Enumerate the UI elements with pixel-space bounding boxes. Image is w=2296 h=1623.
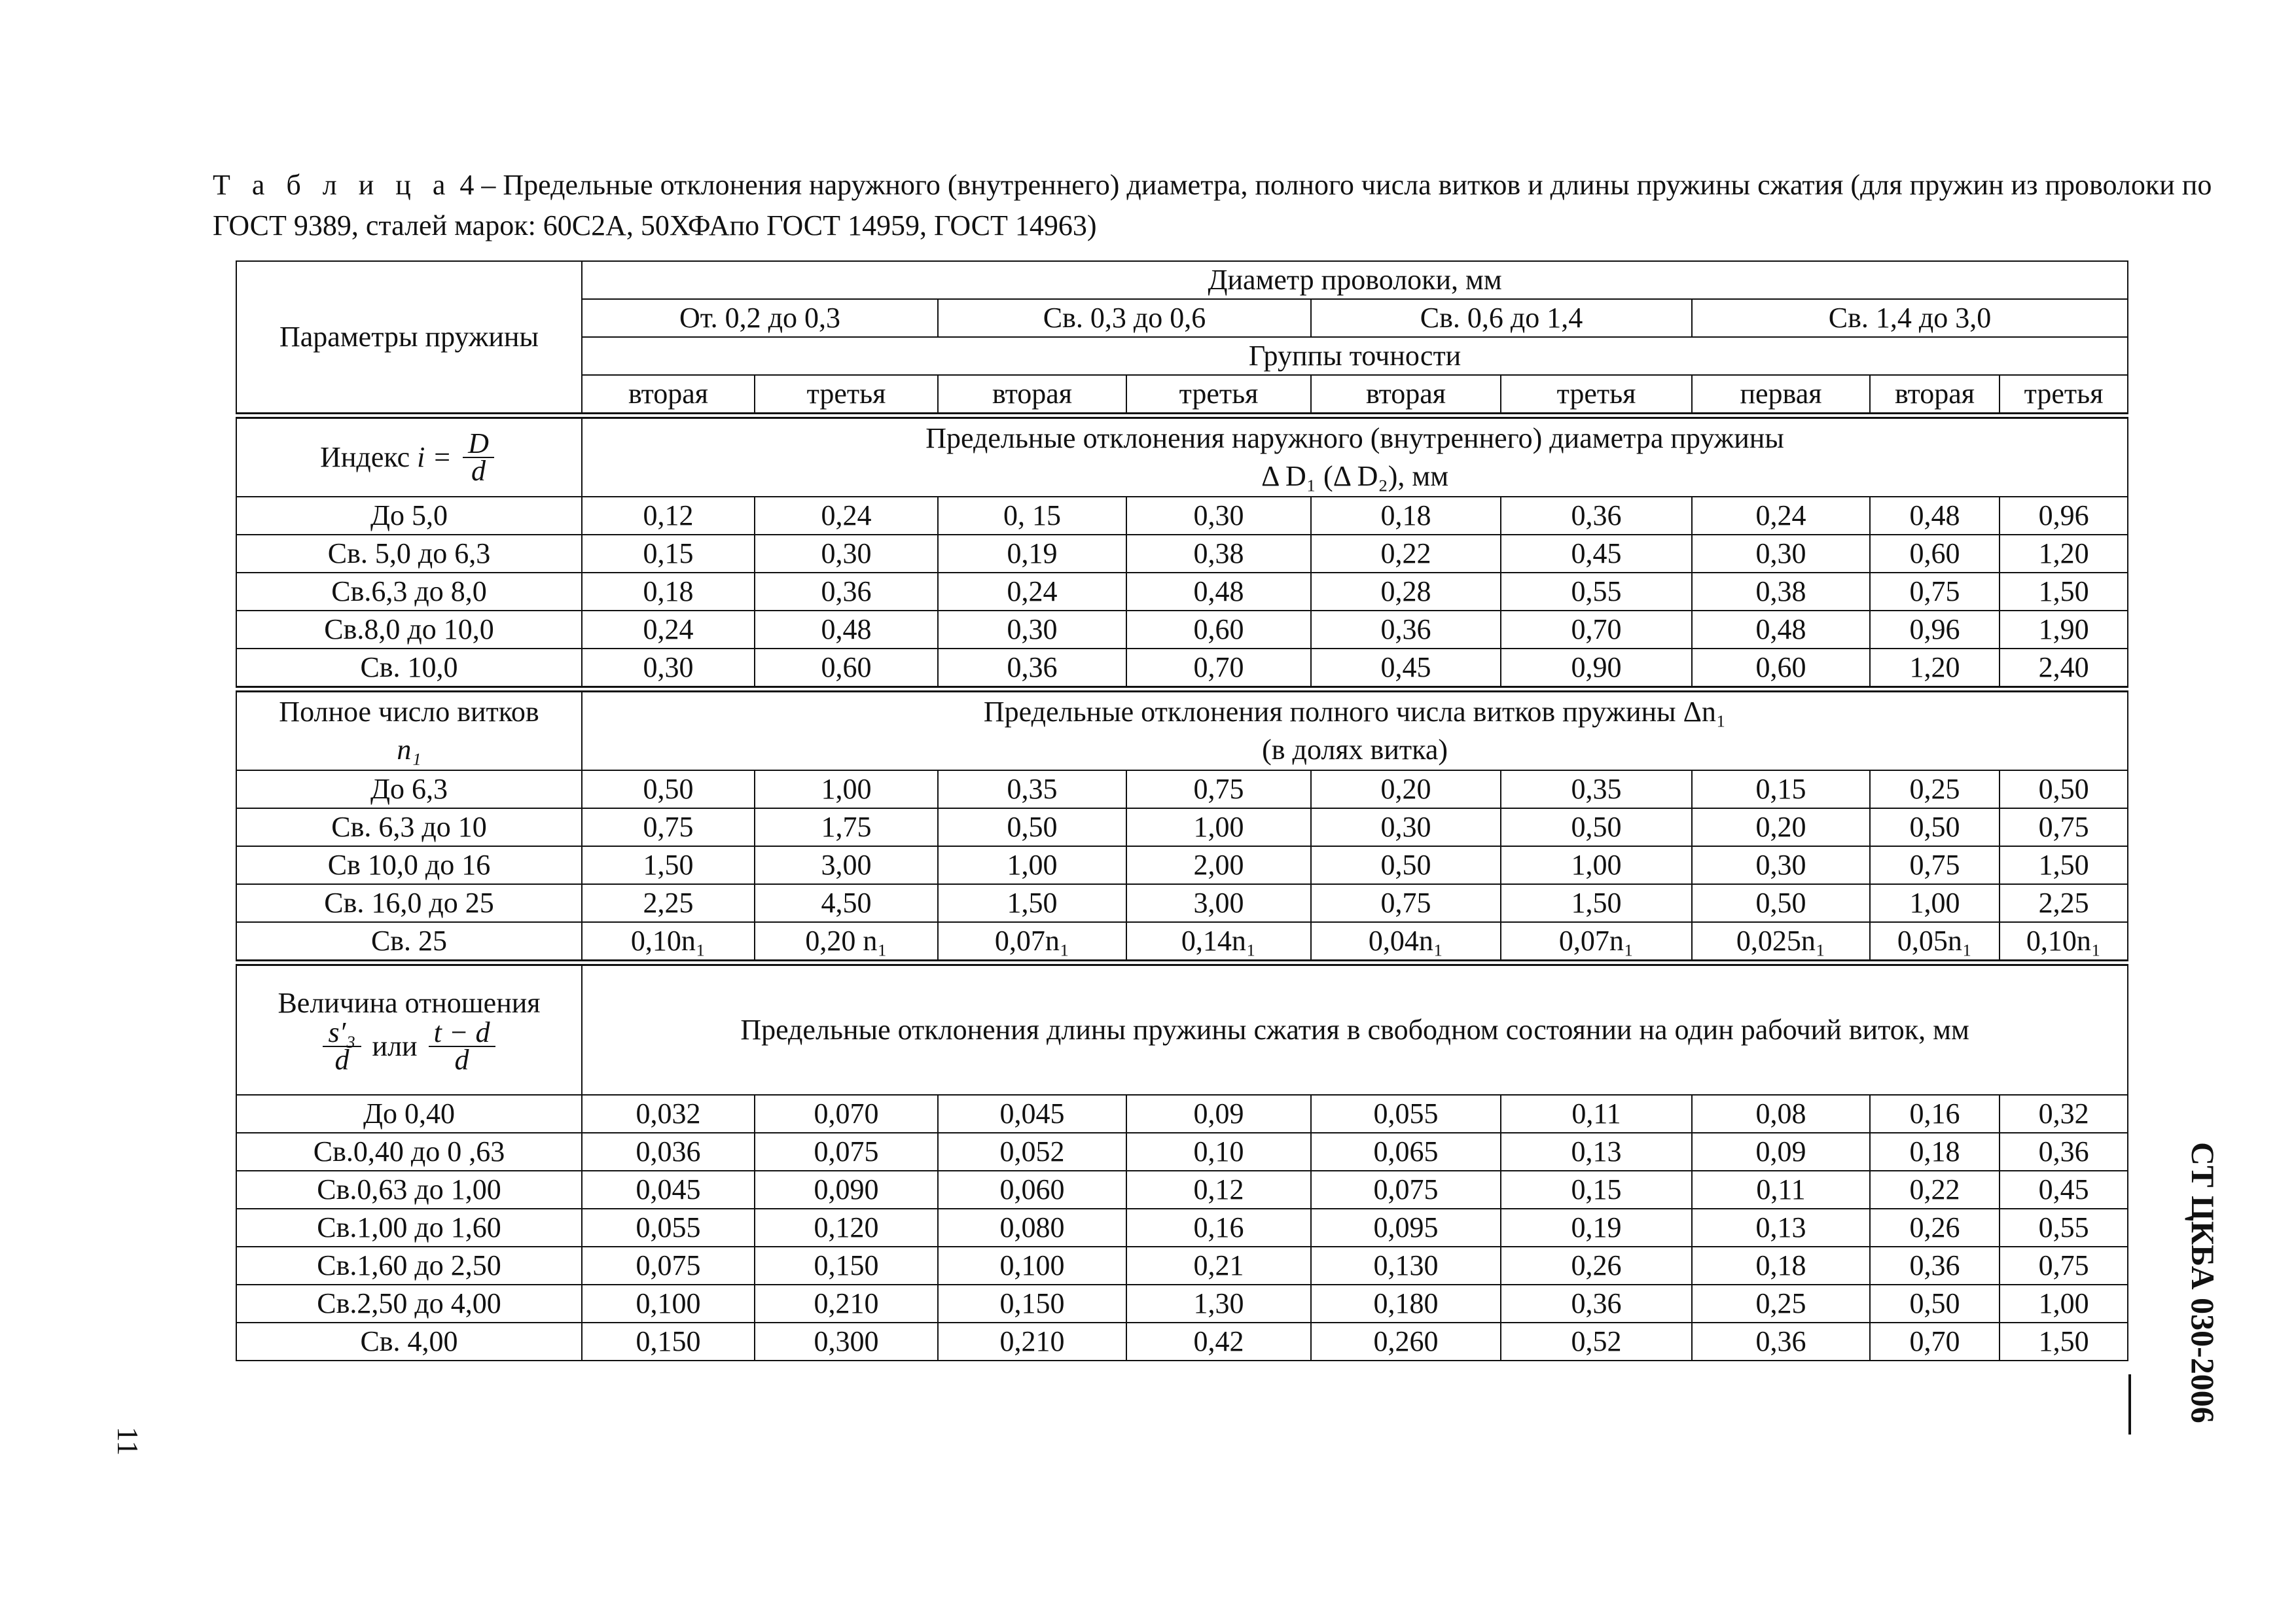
table-cell: 0,065 — [1311, 1133, 1501, 1171]
table-row — [236, 1209, 2128, 1247]
table-row — [236, 1247, 2128, 1285]
table-cell: 0,30 — [1692, 535, 1870, 573]
table-cell: 2,40 — [2000, 649, 2128, 689]
row-param: Св. 16,0 до 25 — [236, 884, 582, 922]
table-cell: 0,07n₁ — [1501, 922, 1692, 963]
tolerance-table — [236, 260, 2128, 1361]
table-cell: 0,30 — [755, 535, 938, 573]
table-cell: 0,75 — [1126, 770, 1311, 808]
table-cell: 0,036 — [582, 1133, 755, 1171]
table-cell: 0,50 — [1692, 884, 1870, 922]
table-cell: 1,50 — [1501, 884, 1692, 922]
row-param: Св.2,50 до 4,00 — [236, 1285, 582, 1323]
table-cell: 2,00 — [1126, 846, 1311, 884]
table-cell: 1,50 — [582, 846, 755, 884]
fraction-denominator: d — [471, 455, 486, 487]
row-param: Св.1,60 до 2,50 — [236, 1247, 582, 1285]
table-cell: 0,75 — [2000, 1247, 2128, 1285]
range-header: Св. 0,3 до 0,6 — [938, 299, 1311, 337]
table-cell: 0,16 — [1870, 1095, 2000, 1133]
ratio-or: или — [372, 1030, 418, 1062]
table-cell: 0,260 — [1311, 1323, 1501, 1361]
margin-rule — [2128, 1374, 2131, 1435]
section2-title: Предельные отклонения полного числа витков пружины Δn₁ — [983, 696, 1727, 728]
ratio-label: Величина отношения — [278, 987, 541, 1019]
row-param: Св. 5,0 до 6,3 — [236, 535, 582, 573]
table-cell: 0,50 — [1870, 808, 2000, 846]
table-cell: 0,36 — [1501, 497, 1692, 535]
table-row — [236, 770, 2128, 808]
caption-number: 4 — [459, 169, 475, 201]
page-number: 11 — [111, 1427, 145, 1456]
table-cell: 0,75 — [2000, 808, 2128, 846]
table-cell: 0,100 — [582, 1285, 755, 1323]
table-cell: 0,045 — [582, 1171, 755, 1209]
fraction-denominator: d — [454, 1044, 469, 1076]
table-cell: 3,00 — [1126, 884, 1311, 922]
table-cell: 0, 15 — [938, 497, 1126, 535]
section2-header-row — [236, 689, 2128, 770]
table-cell: 0,55 — [1501, 573, 1692, 611]
table-cell: 0,04n₁ — [1311, 922, 1501, 963]
section3-header-row — [236, 963, 2128, 1095]
ratio-fraction-2 — [429, 1016, 495, 1076]
table-cell: 0,52 — [1501, 1323, 1692, 1361]
row-param: Св. 6,3 до 10 — [236, 808, 582, 846]
table-cell: 0,07n₁ — [938, 922, 1126, 963]
table-cell: 0,120 — [755, 1209, 938, 1247]
table-cell: 0,075 — [582, 1247, 755, 1285]
table-cell: 0,36 — [1870, 1247, 2000, 1285]
table-cell: 3,00 — [755, 846, 938, 884]
table-cell: 0,60 — [755, 649, 938, 689]
table-cell: 0,96 — [2000, 497, 2128, 535]
table-cell: 2,25 — [2000, 884, 2128, 922]
range-header: Св. 0,6 до 1,4 — [1311, 299, 1692, 337]
table-cell: 0,50 — [1311, 846, 1501, 884]
table-cell: 0,30 — [1126, 497, 1311, 535]
table-cell: 1,00 — [1501, 846, 1692, 884]
table-row — [236, 1285, 2128, 1323]
accuracy-group-header: вторая — [1311, 375, 1501, 416]
row-param: Св. 10,0 — [236, 649, 582, 689]
fraction-numerator: s′₃ — [323, 1020, 361, 1047]
table-row — [236, 1133, 2128, 1171]
table-cell: 0,90 — [1501, 649, 1692, 689]
index-fraction — [463, 427, 494, 487]
table-cell: 0,095 — [1311, 1209, 1501, 1247]
table-cell: 0,20 — [1692, 808, 1870, 846]
accuracy-groups-header: Группы точности — [582, 337, 2128, 375]
table-cell: 0,150 — [755, 1247, 938, 1285]
table-cell: 0,055 — [582, 1209, 755, 1247]
table-cell: 0,24 — [582, 611, 755, 649]
row-param: Св.1,00 до 1,60 — [236, 1209, 582, 1247]
table-cell: 0,090 — [755, 1171, 938, 1209]
section1-header-row — [236, 416, 2128, 497]
table-row — [236, 649, 2128, 689]
table-cell: 0,210 — [755, 1285, 938, 1323]
table-cell: 0,48 — [1126, 573, 1311, 611]
table-row — [236, 884, 2128, 922]
ratio-fraction-1 — [323, 1016, 361, 1076]
table-cell: 0,96 — [1870, 611, 2000, 649]
table-cell: 0,32 — [2000, 1095, 2128, 1133]
table-cell: 0,19 — [938, 535, 1126, 573]
table-cell: 0,48 — [1692, 611, 1870, 649]
table-row — [236, 611, 2128, 649]
row-param: Св 10,0 до 16 — [236, 846, 582, 884]
row-param: Св.0,63 до 1,00 — [236, 1171, 582, 1209]
row-param: Св.6,3 до 8,0 — [236, 573, 582, 611]
accuracy-group-header: третья — [2000, 375, 2128, 416]
table-cell: 0,09 — [1126, 1095, 1311, 1133]
table-cell: 0,13 — [1501, 1133, 1692, 1171]
fraction-numerator: D — [463, 431, 494, 458]
table-row — [236, 922, 2128, 963]
row-param: Св. 4,00 — [236, 1323, 582, 1361]
table-cell: 0,35 — [938, 770, 1126, 808]
range-header: Св. 1,4 до 3,0 — [1692, 299, 2128, 337]
range-header: От. 0,2 до 0,3 — [582, 299, 938, 337]
table-cell: 0,10n₁ — [582, 922, 755, 963]
row-param: До 5,0 — [236, 497, 582, 535]
table-cell: 1,75 — [755, 808, 938, 846]
table-cell: 0,50 — [1870, 1285, 2000, 1323]
table-row — [236, 846, 2128, 884]
table-cell: 1,20 — [2000, 535, 2128, 573]
table-cell: 0,50 — [1501, 808, 1692, 846]
table-cell: 0,70 — [1870, 1323, 2000, 1361]
table-cell: 0,045 — [938, 1095, 1126, 1133]
table-cell: 0,36 — [1501, 1285, 1692, 1323]
table-cell: 0,180 — [1311, 1285, 1501, 1323]
table-cell: 0,75 — [582, 808, 755, 846]
table-cell: 0,12 — [1126, 1171, 1311, 1209]
index-var: i = — [417, 441, 452, 473]
table-cell: 0,150 — [582, 1323, 755, 1361]
section1-title-cell — [582, 416, 2128, 497]
table-cell: 0,38 — [1692, 573, 1870, 611]
row-param: До 6,3 — [236, 770, 582, 808]
turns-label: Полное число витков — [279, 696, 539, 728]
table-cell: 0,300 — [755, 1323, 938, 1361]
table-cell: 0,30 — [1311, 808, 1501, 846]
table-cell: 1,00 — [1870, 884, 2000, 922]
table-cell: 0,30 — [1692, 846, 1870, 884]
table-cell: 0,25 — [1870, 770, 2000, 808]
table-cell: 0,28 — [1311, 573, 1501, 611]
table-cell: 0,15 — [1692, 770, 1870, 808]
fraction-denominator: d — [334, 1044, 350, 1076]
accuracy-group-header: третья — [1126, 375, 1311, 416]
table-cell: 0,060 — [938, 1171, 1126, 1209]
table-cell: 0,24 — [755, 497, 938, 535]
table-row — [236, 1095, 2128, 1133]
param-column-header: Параметры пружины — [236, 261, 582, 416]
table-cell: 1,50 — [2000, 573, 2128, 611]
table-cell: 0,025n₁ — [1692, 922, 1870, 963]
table-cell: 0,05n₁ — [1870, 922, 2000, 963]
accuracy-group-header: вторая — [582, 375, 755, 416]
header-row-diameter — [236, 261, 2128, 299]
table-cell: 0,24 — [938, 573, 1126, 611]
table-cell: 0,70 — [1126, 649, 1311, 689]
table-cell: 1,50 — [2000, 846, 2128, 884]
table-cell: 0,08 — [1692, 1095, 1870, 1133]
table-cell: 0,11 — [1692, 1171, 1870, 1209]
table-cell: 0,075 — [755, 1133, 938, 1171]
table-cell: 0,36 — [1692, 1323, 1870, 1361]
table-cell: 0,30 — [938, 611, 1126, 649]
table-cell: 0,11 — [1501, 1095, 1692, 1133]
table-cell: 1,50 — [2000, 1323, 2128, 1361]
row-param: Св. 25 — [236, 922, 582, 963]
table-cell: 1,00 — [755, 770, 938, 808]
table-row — [236, 808, 2128, 846]
accuracy-group-header: вторая — [1870, 375, 2000, 416]
table-row — [236, 535, 2128, 573]
table-cell: 0,055 — [1311, 1095, 1501, 1133]
table-cell: 0,22 — [1870, 1171, 2000, 1209]
table-cell: 0,130 — [1311, 1247, 1501, 1285]
table-cell: 0,36 — [2000, 1133, 2128, 1171]
table-cell: 0,18 — [1311, 497, 1501, 535]
fraction-numerator: t − d — [429, 1020, 495, 1047]
table-cell: 0,48 — [1870, 497, 2000, 535]
table-cell: 0,50 — [938, 808, 1126, 846]
accuracy-group-header: вторая — [938, 375, 1126, 416]
table-cell: 0,50 — [2000, 770, 2128, 808]
table-cell: 0,18 — [1870, 1133, 2000, 1171]
table-cell: 0,070 — [755, 1095, 938, 1133]
table-cell: 0,48 — [755, 611, 938, 649]
table-cell: 1,00 — [2000, 1285, 2128, 1323]
table-cell: 0,45 — [1311, 649, 1501, 689]
table-cell: 0,12 — [582, 497, 755, 535]
ratio-label-cell — [236, 963, 582, 1095]
table-cell: 0,45 — [2000, 1171, 2128, 1209]
table-cell: 0,36 — [938, 649, 1126, 689]
table-cell: 0,26 — [1870, 1209, 2000, 1247]
table-cell: 0,075 — [1311, 1171, 1501, 1209]
table-cell: 0,26 — [1501, 1247, 1692, 1285]
table-cell: 1,00 — [938, 846, 1126, 884]
table-cell: 0,18 — [582, 573, 755, 611]
document-code: СТ ЦКБА 030-2006 — [2185, 1142, 2221, 1423]
table-cell: 0,36 — [755, 573, 938, 611]
table-cell: 0,36 — [1311, 611, 1501, 649]
accuracy-group-header: третья — [755, 375, 938, 416]
section3-title: Предельные отклонения длины пружины сжатия в свободном состоянии на один рабочий виток, мм — [582, 963, 2128, 1095]
table-cell: 0,42 — [1126, 1323, 1311, 1361]
table-cell: 0,032 — [582, 1095, 755, 1133]
table-cell: 0,100 — [938, 1247, 1126, 1285]
table-cell: 4,50 — [755, 884, 938, 922]
ratio-formula — [237, 1016, 581, 1076]
accuracy-group-header: третья — [1501, 375, 1692, 416]
table-cell: 0,150 — [938, 1285, 1126, 1323]
table-cell: 0,70 — [1501, 611, 1692, 649]
table-cell: 2,25 — [582, 884, 755, 922]
table-cell: 0,60 — [1126, 611, 1311, 649]
table-cell: 0,30 — [582, 649, 755, 689]
wire-diameter-header: Диаметр проволоки, мм — [582, 261, 2128, 299]
table-caption — [213, 165, 2215, 246]
caption-text: – Предельные отклонения наружного (внутреннего) диаметра, полного числа витков и длины пружины сжатия (для пружин из проволоки по ГОСТ 9389, сталей марок: 60С2А, 50ХФАпо ГОСТ 14959, ГОСТ 14963) — [213, 169, 2212, 241]
table-cell: 0,45 — [1501, 535, 1692, 573]
table-cell: 1,90 — [2000, 611, 2128, 649]
table-cell: 0,25 — [1692, 1285, 1870, 1323]
row-param: Св.0,40 до 0 ,63 — [236, 1133, 582, 1171]
section1-title: Предельные отклонения наружного (внутреннего) диаметра пружины — [925, 422, 1784, 454]
table-cell: 0,60 — [1870, 535, 2000, 573]
table-cell: 0,21 — [1126, 1247, 1311, 1285]
row-param: Св.8,0 до 10,0 — [236, 611, 582, 649]
section2-title-cell — [582, 689, 2128, 770]
table-cell: 0,210 — [938, 1323, 1126, 1361]
table-cell: 0,10n₁ — [2000, 922, 2128, 963]
table-cell: 0,55 — [2000, 1209, 2128, 1247]
table-cell: 0,18 — [1692, 1247, 1870, 1285]
table-cell: 0,14n₁ — [1126, 922, 1311, 963]
section1-units: Δ D₁ (Δ D₂), мм — [1261, 460, 1449, 492]
turns-var: n₁ — [397, 734, 422, 766]
index-label: Индекс — [320, 441, 410, 473]
table-cell: 0,15 — [1501, 1171, 1692, 1209]
section2-units: (в долях витка) — [1262, 734, 1448, 766]
table-cell: 1,20 — [1870, 649, 2000, 689]
table-cell: 0,09 — [1692, 1133, 1870, 1171]
table-cell: 0,38 — [1126, 535, 1311, 573]
table-cell: 0,15 — [582, 535, 755, 573]
table-cell: 0,60 — [1692, 649, 1870, 689]
table-row — [236, 1171, 2128, 1209]
table-cell: 0,75 — [1870, 846, 2000, 884]
accuracy-group-header: первая — [1692, 375, 1870, 416]
table-cell: 0,24 — [1692, 497, 1870, 535]
table-cell: 0,16 — [1126, 1209, 1311, 1247]
table-row — [236, 573, 2128, 611]
row-param: До 0,40 — [236, 1095, 582, 1133]
table-cell: 0,13 — [1692, 1209, 1870, 1247]
table-cell: 0,10 — [1126, 1133, 1311, 1171]
index-label-cell — [236, 416, 582, 497]
table-cell: 0,75 — [1870, 573, 2000, 611]
caption-prefix: Т а б л и ц а — [213, 169, 453, 201]
table-cell: 0,080 — [938, 1209, 1126, 1247]
table-cell: 0,052 — [938, 1133, 1126, 1171]
table-cell: 0,20 — [1311, 770, 1501, 808]
table-cell: 0,22 — [1311, 535, 1501, 573]
table-cell: 1,30 — [1126, 1285, 1311, 1323]
table-row — [236, 497, 2128, 535]
table-row — [236, 1323, 2128, 1361]
turns-label-cell — [236, 689, 582, 770]
table-cell: 0,50 — [582, 770, 755, 808]
table-cell: 0,19 — [1501, 1209, 1692, 1247]
table-cell: 1,00 — [1126, 808, 1311, 846]
table-cell: 0,75 — [1311, 884, 1501, 922]
table-cell: 0,35 — [1501, 770, 1692, 808]
table-cell: 1,50 — [938, 884, 1126, 922]
table-cell: 0,20 n₁ — [755, 922, 938, 963]
